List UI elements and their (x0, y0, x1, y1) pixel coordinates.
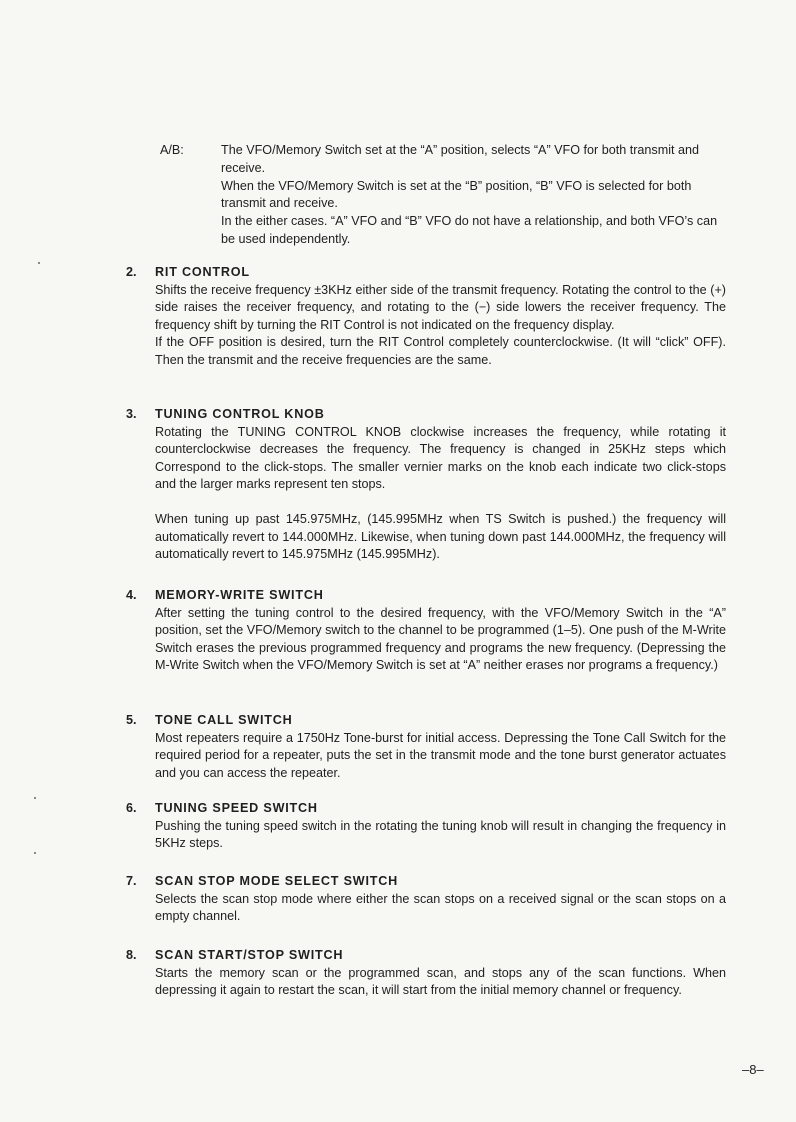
ab-description (160, 142, 722, 249)
section-paragraph: Most repeaters require a 1750Hz Tone-burst for initial access. Depressing the Tone Call Switch for the required period for a repeater, puts the set in the transmit mode and the tone burst generator actuates and you can access the repeater. (155, 730, 726, 780)
section-paragraph: After setting the tuning control to the desired frequency, with the VFO/Memory Switch in the “A” position, set the VFO/Memory switch to the channel to be programmed (1–5). One push of the M-Write Switch erases the previous programmed frequency and programs the new frequency. (Depressing the M-Write Switch when the VFO/Memory Switch is set at “A” neither erases nor programs a frequency.) (155, 605, 726, 673)
section-scan-start-stop-switch (126, 947, 726, 1000)
section-body (155, 605, 726, 675)
section-scan-stop-mode-select-switch (126, 873, 726, 926)
page-number: –8– (742, 1062, 764, 1077)
section-paragraph: Rotating the TUNING CONTROL KNOB clockwise increases the frequency, while rotating it counterclockwise decreases the frequency. The frequency is changed in 25KHz steps which Correspond to the click-stops. The smaller vernier marks on the knob each indicate two click-stops and the larger marks represent ten stops. (155, 424, 726, 492)
section-number: 7. (126, 874, 137, 888)
ab-paragraph: The VFO/Memory Switch set at the “A” position, selects “A” VFO for both transmit and receive. (221, 143, 700, 175)
section-body (155, 891, 726, 926)
section-number: 4. (126, 588, 137, 602)
ab-paragraph: When the VFO/Memory Switch is set at the “B” position, “B” VFO is selected for both transmit and receive. (221, 178, 692, 211)
section-number: 5. (126, 713, 137, 727)
section-paragraph: When tuning up past 145.975MHz, (145.995MHz when TS Switch is pushed.) the frequency will automatically revert to 144.000MHz. Likewise, when tuning down past 144.000MHz, the frequency will automatically revert to 145.975MHz (145.995MHz). (155, 511, 726, 562)
section-memory-write-switch (126, 587, 726, 675)
section-title: MEMORY-WRITE SWITCH (155, 588, 324, 602)
section-body (155, 282, 726, 370)
section-title: SCAN START/STOP SWITCH (155, 948, 344, 962)
section-body (155, 818, 726, 853)
section-paragraph: Shifts the receive frequency ±3KHz either side of the transmit frequency. Rotating the control to the (+) side raises the receiver frequency, and rotating to the (−) side lowers the receiver frequency. The frequency shift by turning the RIT Control is not indicated on the frequency display. (155, 282, 726, 332)
section-body (155, 965, 726, 1000)
section-paragraph: Pushing the tuning speed switch in the rotating the tuning knob will result in changing the frequency in 5KHz steps. (155, 818, 726, 851)
section-body (155, 730, 726, 783)
section-title: TUNING SPEED SWITCH (155, 801, 318, 815)
section-paragraph: If the OFF position is desired, turn the RIT Control completely counterclockwise. (It will “click” OFF). Then the transmit and the receive frequencies are the same. (155, 335, 726, 367)
section-rit-control (126, 264, 726, 370)
scan-speck (34, 852, 36, 854)
scan-speck (34, 797, 36, 799)
section-title: TUNING CONTROL KNOB (155, 407, 325, 421)
section-paragraph: Starts the memory scan or the programmed scan, and stops any of the scan functions. When depressing it again to restart the scan, it will start from the initial memory channel or frequency. (155, 965, 726, 998)
section-title: TONE CALL SWITCH (155, 713, 293, 727)
section-tone-call-switch (126, 712, 726, 782)
section-tuning-control-knob (126, 406, 726, 564)
section-number: 8. (126, 948, 137, 962)
section-number: 6. (126, 801, 137, 815)
ab-body (221, 142, 722, 249)
section-paragraph: Selects the scan stop mode where either the scan stops on a received signal or the scan stops on a empty channel. (155, 891, 726, 924)
section-number: 3. (126, 407, 137, 421)
scan-speck (38, 262, 40, 264)
section-body (155, 424, 726, 564)
section-title: SCAN STOP MODE SELECT SWITCH (155, 874, 399, 888)
section-tuning-speed-switch (126, 800, 726, 853)
ab-paragraph: In the either cases. “A” VFO and “B” VFO do not have a relationship, and both VFO’s can be used independently. (221, 214, 718, 246)
section-number: 2. (126, 265, 137, 279)
section-title: RIT CONTROL (155, 265, 250, 279)
ab-label: A/B: (160, 143, 184, 157)
